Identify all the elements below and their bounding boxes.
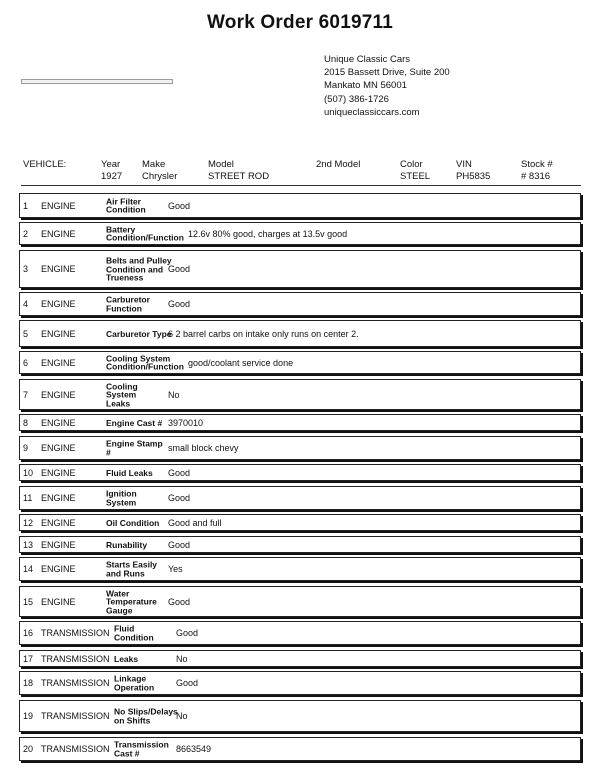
row-category: ENGINE — [41, 467, 76, 478]
row-category: ENGINE — [41, 264, 76, 274]
row-category: ENGINE — [41, 357, 76, 368]
company-phone: (507) 386-1726 — [324, 93, 389, 105]
inspection-row — [19, 737, 581, 761]
row-number: 2 — [23, 228, 29, 239]
row-value: Yes — [168, 564, 183, 574]
row-item: Leaks — [114, 653, 139, 664]
inspection-row — [19, 586, 581, 617]
row-value: Good — [168, 596, 191, 607]
vehicle-second-model-header: 2nd Model — [316, 159, 361, 170]
row-item: No Slips/Delays on Shifts — [114, 706, 178, 725]
company-name: Unique Classic Cars — [324, 54, 411, 65]
vehicle-year-header: Year — [101, 159, 121, 170]
row-number: 10 — [23, 467, 34, 478]
row-category: ENGINE — [41, 299, 76, 309]
vehicle-divider — [21, 185, 581, 186]
vehicle-color-value: STEEL — [400, 171, 431, 182]
vehicle-model-value: STREET ROD — [208, 171, 270, 182]
inspection-row — [19, 436, 581, 460]
row-category: TRANSMISSION — [41, 711, 110, 721]
inspection-row — [19, 671, 581, 695]
vehicle-color — [400, 159, 430, 183]
row-number: 6 — [23, 357, 29, 368]
row-category: ENGINE — [41, 443, 76, 453]
row-category: ENGINE — [41, 564, 76, 574]
row-item: Engine Cast # — [106, 417, 163, 428]
inspection-row — [19, 222, 581, 245]
vehicle-stock — [521, 159, 553, 183]
inspection-row — [19, 320, 581, 347]
row-number: 8 — [23, 417, 29, 428]
company-city: Mankato MN 56001 — [324, 80, 407, 92]
row-number: 18 — [23, 678, 34, 688]
row-number: 16 — [23, 628, 34, 638]
row-value: Good — [168, 539, 191, 550]
row-value: No — [176, 653, 188, 664]
inspection-row — [19, 700, 581, 732]
row-item: Ignition System — [106, 488, 137, 507]
inspection-row — [19, 486, 581, 510]
company-street: 2015 Bassett Drive, Suite 200 — [324, 67, 450, 79]
inspection-row — [19, 464, 581, 481]
row-value: Good — [168, 264, 191, 274]
inspection-row — [19, 414, 581, 431]
vehicle-year — [101, 159, 122, 183]
row-item: Water Temperature Gauge — [106, 587, 157, 615]
row-category: ENGINE — [41, 493, 76, 503]
row-item: Battery Condition/Function — [106, 224, 184, 243]
inspection-row — [19, 292, 581, 316]
row-value: 12.6v 80% good, charges at 13.5v good — [188, 228, 348, 239]
row-value: Good — [168, 493, 191, 503]
logo-placeholder — [21, 79, 173, 84]
row-value: 6 2 barrel carbs on intake only runs on center 2. — [168, 328, 359, 339]
row-value: 8663549 — [176, 744, 212, 754]
vehicle-make-header: Make — [142, 159, 166, 170]
row-item: Starts Easily and Runs — [106, 559, 158, 578]
row-value: 3970010 — [168, 417, 204, 428]
row-category: ENGINE — [41, 228, 76, 239]
row-item: Fluid Leaks — [106, 467, 153, 478]
row-item: Runability — [106, 539, 148, 550]
row-item: Linkage Operation — [114, 673, 155, 692]
vehicle-year-value: 1927 — [101, 171, 123, 182]
vehicle-make-value: Chrysler — [142, 171, 178, 182]
row-category: ENGINE — [41, 596, 76, 607]
row-number: 1 — [23, 200, 29, 211]
row-category: TRANSMISSION — [41, 678, 110, 688]
row-number: 5 — [23, 328, 29, 339]
row-category: ENGINE — [41, 539, 76, 550]
vehicle-stock-value: # 8316 — [521, 171, 551, 182]
row-value: Good — [176, 678, 199, 688]
row-value: good/coolant service done — [188, 357, 294, 368]
row-category: ENGINE — [41, 328, 76, 339]
vehicle-vin — [456, 159, 490, 183]
row-category: ENGINE — [41, 517, 76, 528]
row-value: Good — [176, 628, 199, 638]
inspection-row — [19, 351, 581, 374]
inspection-row — [19, 379, 581, 410]
row-item: Air Filter Condition — [106, 196, 146, 215]
inspection-row — [19, 250, 581, 288]
vehicle-make — [142, 159, 177, 183]
row-number: 9 — [23, 443, 29, 453]
row-item: Cooling System Condition/Function — [106, 353, 184, 372]
row-number: 3 — [23, 264, 29, 274]
row-value: small block chevy — [168, 443, 239, 453]
row-number: 12 — [23, 517, 34, 528]
row-category: ENGINE — [41, 417, 76, 428]
row-number: 19 — [23, 711, 34, 721]
row-value: No — [168, 389, 180, 400]
vehicle-label: VEHICLE: — [23, 159, 67, 170]
row-value: No — [176, 711, 188, 721]
row-number: 4 — [23, 299, 29, 309]
inspection-row — [19, 650, 581, 667]
vehicle-model — [208, 159, 269, 183]
inspection-row — [19, 621, 581, 645]
row-item: Carburetor Function — [106, 294, 150, 313]
inspection-row — [19, 557, 581, 581]
row-number: 17 — [23, 653, 34, 664]
row-category: TRANSMISSION — [41, 653, 110, 664]
row-number: 20 — [23, 744, 34, 754]
row-number: 13 — [23, 539, 34, 550]
vehicle-second-model — [316, 159, 360, 171]
page-title: Work Order 6019711 — [207, 12, 393, 33]
row-item: Fluid Condition — [114, 623, 154, 642]
row-value: Good — [168, 299, 191, 309]
row-category: ENGINE — [41, 200, 76, 211]
row-value: Good — [168, 467, 191, 478]
row-item: Engine Stamp # — [106, 438, 163, 457]
vehicle-color-header: Color — [400, 159, 423, 170]
company-address — [324, 53, 450, 119]
row-value: Good — [168, 200, 191, 211]
row-item: Carburetor Type — [106, 328, 172, 339]
row-category: ENGINE — [41, 389, 76, 400]
vehicle-stock-header: Stock # — [521, 159, 553, 170]
vehicle-model-header: Model — [208, 159, 234, 170]
inspection-row — [19, 193, 581, 218]
row-item: Transmission Cast # — [114, 739, 169, 758]
vehicle-vin-value: PH5835 — [456, 171, 491, 182]
company-website: uniqueclassiccars.com — [324, 106, 420, 118]
row-number: 15 — [23, 596, 34, 607]
row-number: 7 — [23, 389, 29, 400]
row-item: Oil Condition — [106, 517, 160, 528]
inspection-row — [19, 514, 581, 531]
row-number: 11 — [23, 493, 33, 503]
row-value: Good and full — [168, 517, 222, 528]
row-category: TRANSMISSION — [41, 744, 110, 754]
row-item: Belts and Pulley Condition and Trueness — [106, 255, 172, 283]
row-item: Cooling System Leaks — [106, 380, 138, 408]
inspection-row — [19, 536, 581, 553]
row-number: 14 — [23, 564, 34, 574]
vehicle-vin-header: VIN — [456, 159, 472, 170]
row-category: TRANSMISSION — [41, 628, 110, 638]
